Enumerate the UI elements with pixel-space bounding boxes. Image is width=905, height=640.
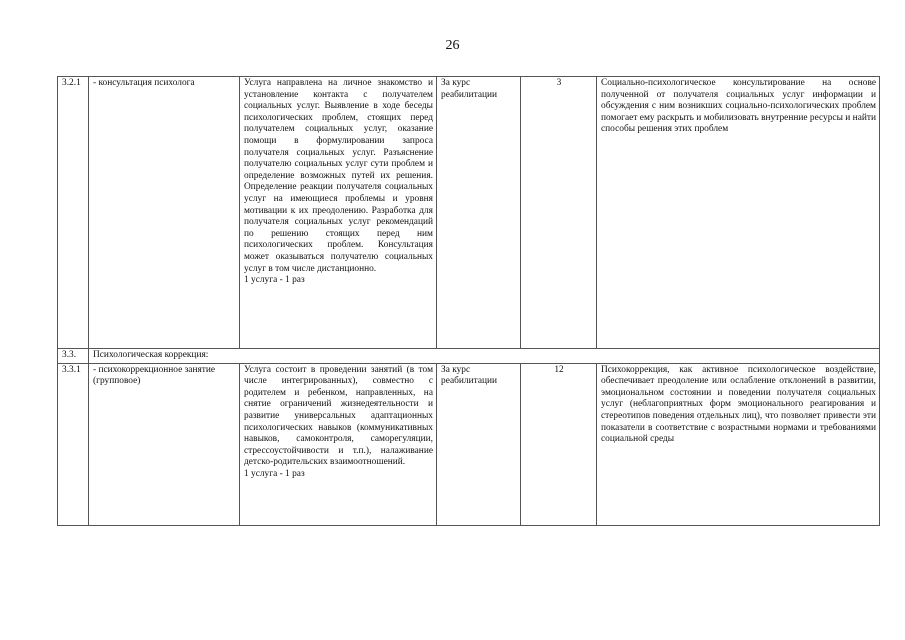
page-number: 26 (445, 38, 460, 53)
service-description (240, 363, 437, 525)
service-result: Социально-психологическое консультирование на основе полученной от получателя социальных услуг информации и обсуждения с ним возникших социально-психологических проблем помогает ему раскрыть и мобилизовать внутренние ресурсы и найти способы решения этих проблем (597, 77, 880, 349)
frequency-text: 1 услуга - 1 раз (244, 468, 305, 479)
service-count: 12 (521, 363, 597, 525)
description-text: Услуга направлена на личное знакомство и установление контакта с получателем социальных услуг. Выявление в ходе беседы психологических проблем, стоящих перед получателем социальных услуг, оказание помощи в формулировании запроса получателя социальных услуг. Разъяснение получателю социальных услуг сути проблем и определение возможных путей их решения. Определение реакции получателя социальных услуг на имеющиеся проблемы и уровня мотивации к их преодолению. Разработка для получателя социальных услуг рекомендаций по решению стоящих перед ним психологических проблем. Консультация может оказываться получателю социальных услуг в том числе дистанционно. (244, 78, 433, 274)
service-description (240, 77, 437, 349)
section-row-3-3 (58, 349, 880, 364)
row-code: 3.3.1 (58, 363, 89, 525)
service-name: - психокоррекционное занятие (групповое) (89, 363, 240, 525)
service-result: Психокоррекция, как активное психологическое воздействие, обеспечивает преодоление или ослабление отклонений в развитии, эмоциональном состоянии и поведении получателя социальных услуг (неблагоприятных форм эмоционального реагирования и стереотипов поведения отдельных лиц), что позволяет привести эти показатели в соответствие с возрастными нормами и требованиями социальной среды (597, 363, 880, 525)
services-table (57, 76, 880, 526)
frequency-text: 1 услуга - 1 раз (244, 275, 305, 286)
service-period: За курс реабилитации (437, 363, 521, 525)
table-row-3-3-1 (58, 363, 880, 525)
row-code: 3.3. (58, 349, 89, 364)
section-title: Психологическая коррекция: (89, 349, 880, 364)
service-period: За курс реабилитации (437, 77, 521, 349)
table-row-3-2-1 (58, 77, 880, 349)
service-count: 3 (521, 77, 597, 349)
row-code: 3.2.1 (58, 77, 89, 349)
service-name: - консультация психолога (89, 77, 240, 349)
description-text: Услуга состоит в проведении занятий (в том числе интегрированных), совместно с родителем и ребенком, направленных, на снятие ограничений жизнедеятельности и развитие универсальных адаптационных психологических навыков (коммуникативных навыков, самоконтроля, саморегуляции, стрессоустойчивости и т.п.), налаживание детско-родительских взаимоотношений. (244, 364, 433, 468)
